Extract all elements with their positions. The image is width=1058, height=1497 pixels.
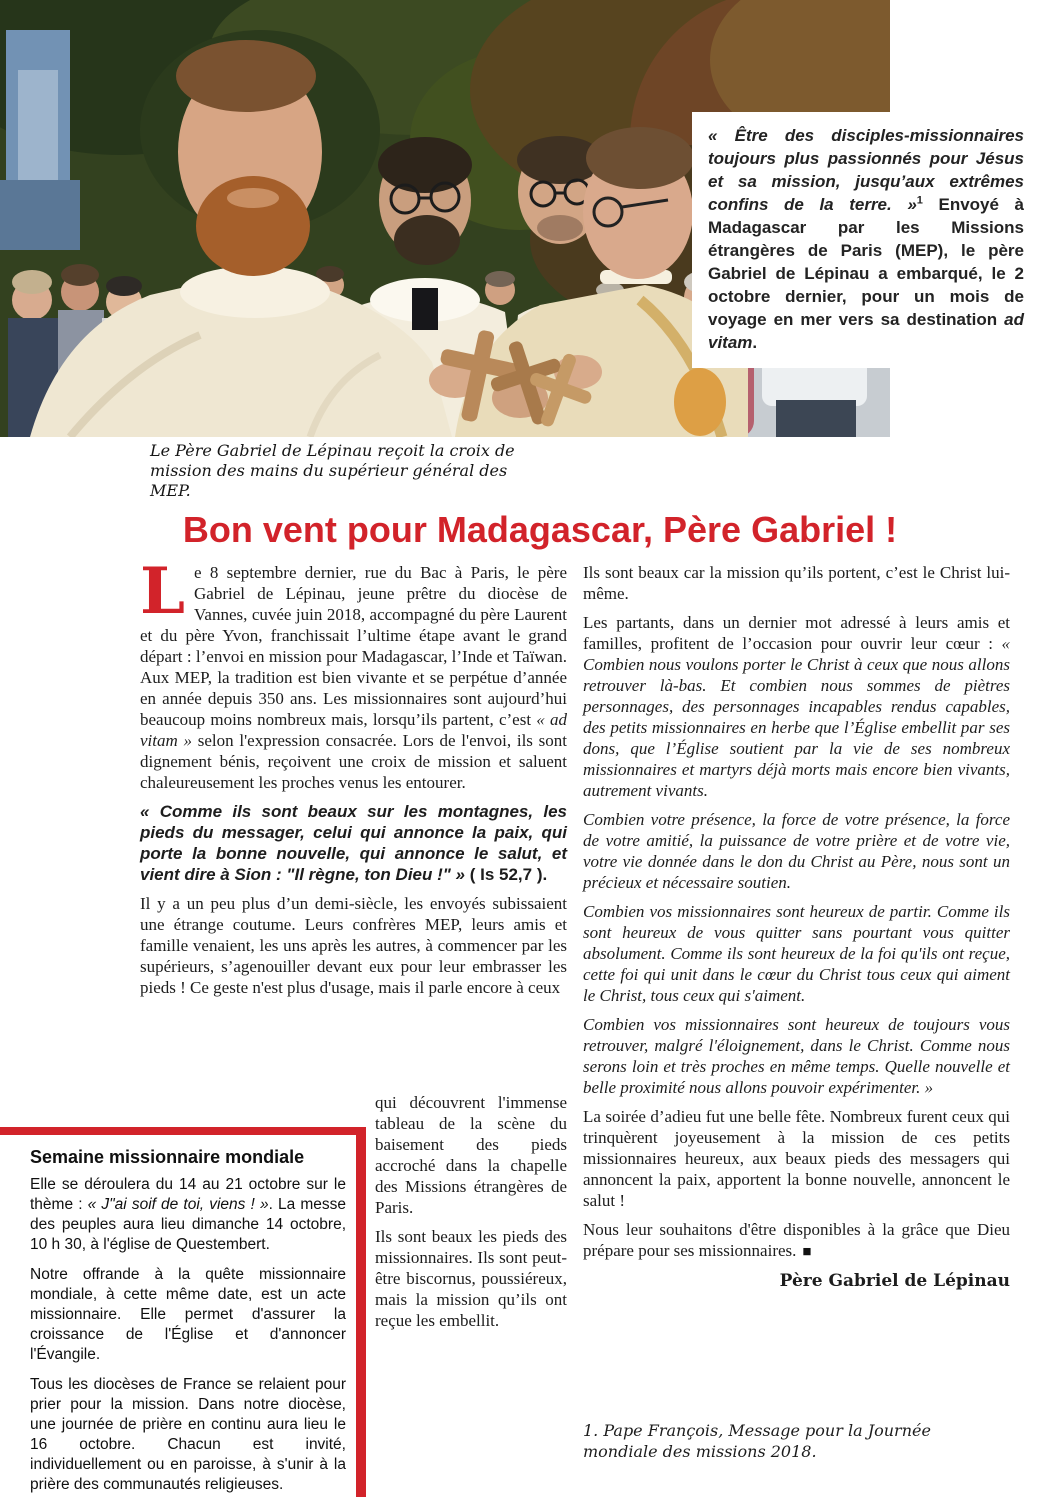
paragraph-custom-cont: qui découvrent l'immense tableau de la scène du baisement des pieds accroché dans la chapelle des Missions étrangères de Paris. — [375, 1093, 567, 1217]
paragraph-soiree: La soirée d’adieu fut une belle fête. Nombreux furent ceux qui trinquèrent joyeusement à la mission de ces petits missionnaires heureux, aux beaux pieds des messagers qui annoncent la paix, apportent la bonne nouvelle, annoncent le salut ! — [583, 1107, 1010, 1210]
paragraph-christ: Ils sont beaux car la mission qu’ils portent, c’est le Christ lui-même. — [583, 563, 1010, 603]
paragraph-presence: Combien votre présence, la force de votre présence, la force de votre amitié, la puissance de votre prière et de votre vie, votre vie donnée dans le don du Christ au Père, nous sont un précieux et nécessaire soutien. — [583, 810, 1010, 892]
paragraph-partants: Les partants, dans un dernier mot adressé à leurs amis et familles, profitent de l’occasion pour ouvrir leur cœur : « Combien nous voulons porter le Christ à ceux que nous allons retrouver là-bas. Et combien nous sommes de piètres personnages, des personnages incapables rendus capables, des petits missionnaires en herbe que l’Église embellit par ses dons, que l’Église soutient par la vie de ses nombreux missionnaires et martyrs déjà morts mais encore bien vivants, autrement vivants. — [583, 613, 1010, 800]
intro-latin: ad vitam — [708, 310, 1024, 352]
article-headline: Bon vent pour Madagascar, Père Gabriel ! — [182, 509, 898, 551]
intro-quote-text: « Être des disciples-missionnaires toujours plus passionnés pour Jésus et sa mission, jusqu’aux extrêmes confins de la terre. » — [708, 126, 1024, 214]
paragraph-souhait: Nous leur souhaitons d'être disponibles à la grâce que Dieu prépare pour ses missionnaires. ■ — [583, 1220, 1010, 1260]
sidebar-paragraph-dioceses: Tous les diocèses de France se relaient pour prier pour la mission. Dans notre diocèse, une journée de prière en continu aura lieu le 16 octobre. Chacun est invité, individuellement ou en paroisse, à s'unir à la prière des communautés religieuses. — [30, 1376, 346, 1493]
article-column-right — [583, 562, 1010, 1300]
intro-footnote-ref: 1 — [916, 194, 923, 207]
article-column-left-narrow — [375, 1092, 567, 1339]
photo-caption: Le Père Gabriel de Lépinau reçoit la croix de mission des mains du supérieur général des MEP. — [150, 441, 515, 500]
intro-text: Envoyé à Madagascar par les Missions étrangères de Paris (MEP), le père Gabriel de Lépinau a embarqué, le 2 octobre dernier, pour un mois de voyage en mer vers sa destination — [708, 195, 1024, 329]
paragraph-beaux-pieds: Ils sont beaux les pieds des missionnaires. Ils sont peut- être biscornus, poussiéreux, mais la mission qu’ils ont reçue les embellit. — [375, 1227, 567, 1330]
paragraph-retrouver: Combien vos missionnaires sont heureux de toujours vous retrouver, malgré l'éloignement, dans le Christ. Comme nous serons loin et très proches en même temps. Quelle nouvelle et belle proximité nous allons pouvoir expérimenter. » — [583, 1015, 1010, 1097]
paragraph-lead: Le 8 septembre dernier, rue du Bac à Paris, le père Gabriel de Lépinau, jeune prêtre du diocèse de Vannes, cuvée juin 2018, accompagné du père Laurent et du père Yvon, franchissait l’ultime étape avant le grand départ : l’envoi en mission pour Madagascar, l’Inde et Taïwan. Aux MEP, la tradition est bien vivante et se perpétue d’année en année depuis 350 ans. Les missionnaires sont aujourd’hui beaucoup moins nombreux mais, lorsqu’ils partent, c’est « ad vitam » selon l'expression consacrée. Lors de l'envoi, ils sont dignement bénis, reçoivent une croix de mission et saluent chaleureusement les proches venus les entourer. — [140, 554, 567, 792]
end-of-article-mark: ■ — [802, 1244, 812, 1260]
sidebar-box-right-border — [356, 1127, 366, 1497]
paragraph-custom: Il y a un peu plus d’un demi-siècle, les envoyés subissaient une étrange coutume. Leurs confrères MEP, leurs amis et famille venaient, les uns après les autres, à commencer par les supérieurs, s’agenouiller devant eux pour leur embrasser les pieds ! Ce geste n'est plus d'usage, mais il parle encore à ceux — [140, 894, 567, 997]
sidebar-paragraph-theme: Elle se déroulera du 14 au 21 octobre sur le thème : « J"ai soif de toi, viens ! ». La messe des peuples aura lieu dimanche 14 octobre, 10 h 30, à l'église de Questembert. — [30, 1176, 347, 1253]
sidebar-title: Semaine missionnaire mondiale — [30, 1147, 305, 1167]
sidebar-box-top-border — [0, 1127, 366, 1135]
sidebar-paragraph-offrande: Notre offrande à la quête missionnaire mondiale, à cette même date, est un acte missionnaire. Elle permet d'assurer la croissance de l'Église et d'annoncer l'Évangile. — [30, 1266, 346, 1363]
paragraph-heureux-partir: Combien vos missionnaires sont heureux de partir. Comme ils sont heureux de vous quitter sans pourtant vous quitter absolument. Comme ils sont heureux de la foi qu'ils ont reçue, cette foi qui unit dans le cœur du Christ tous ceux qui aiment le Christ, tous ceux qui s'aiment. — [583, 902, 1010, 1005]
footnote: 1. Pape François, Message pour la Journée mondiale des missions 2018. — [583, 1421, 931, 1461]
article-column-left — [140, 554, 567, 1006]
paragraph-scripture-quote: « Comme ils sont beaux sur les montagnes, les pieds du messager, celui qui annonce la paix, qui porte la bonne nouvelle, qui annonce le salut, et vient dire à Sion : "Il règne, ton Dieu !" » ( Is 52,7 ). — [140, 802, 567, 884]
intro-quote-box — [692, 112, 1038, 368]
drop-cap: L — [140, 554, 185, 629]
intro-period: . — [752, 333, 758, 352]
signature: Père Gabriel de Lépinau — [779, 1271, 1010, 1291]
sidebar-box — [30, 1146, 346, 1497]
